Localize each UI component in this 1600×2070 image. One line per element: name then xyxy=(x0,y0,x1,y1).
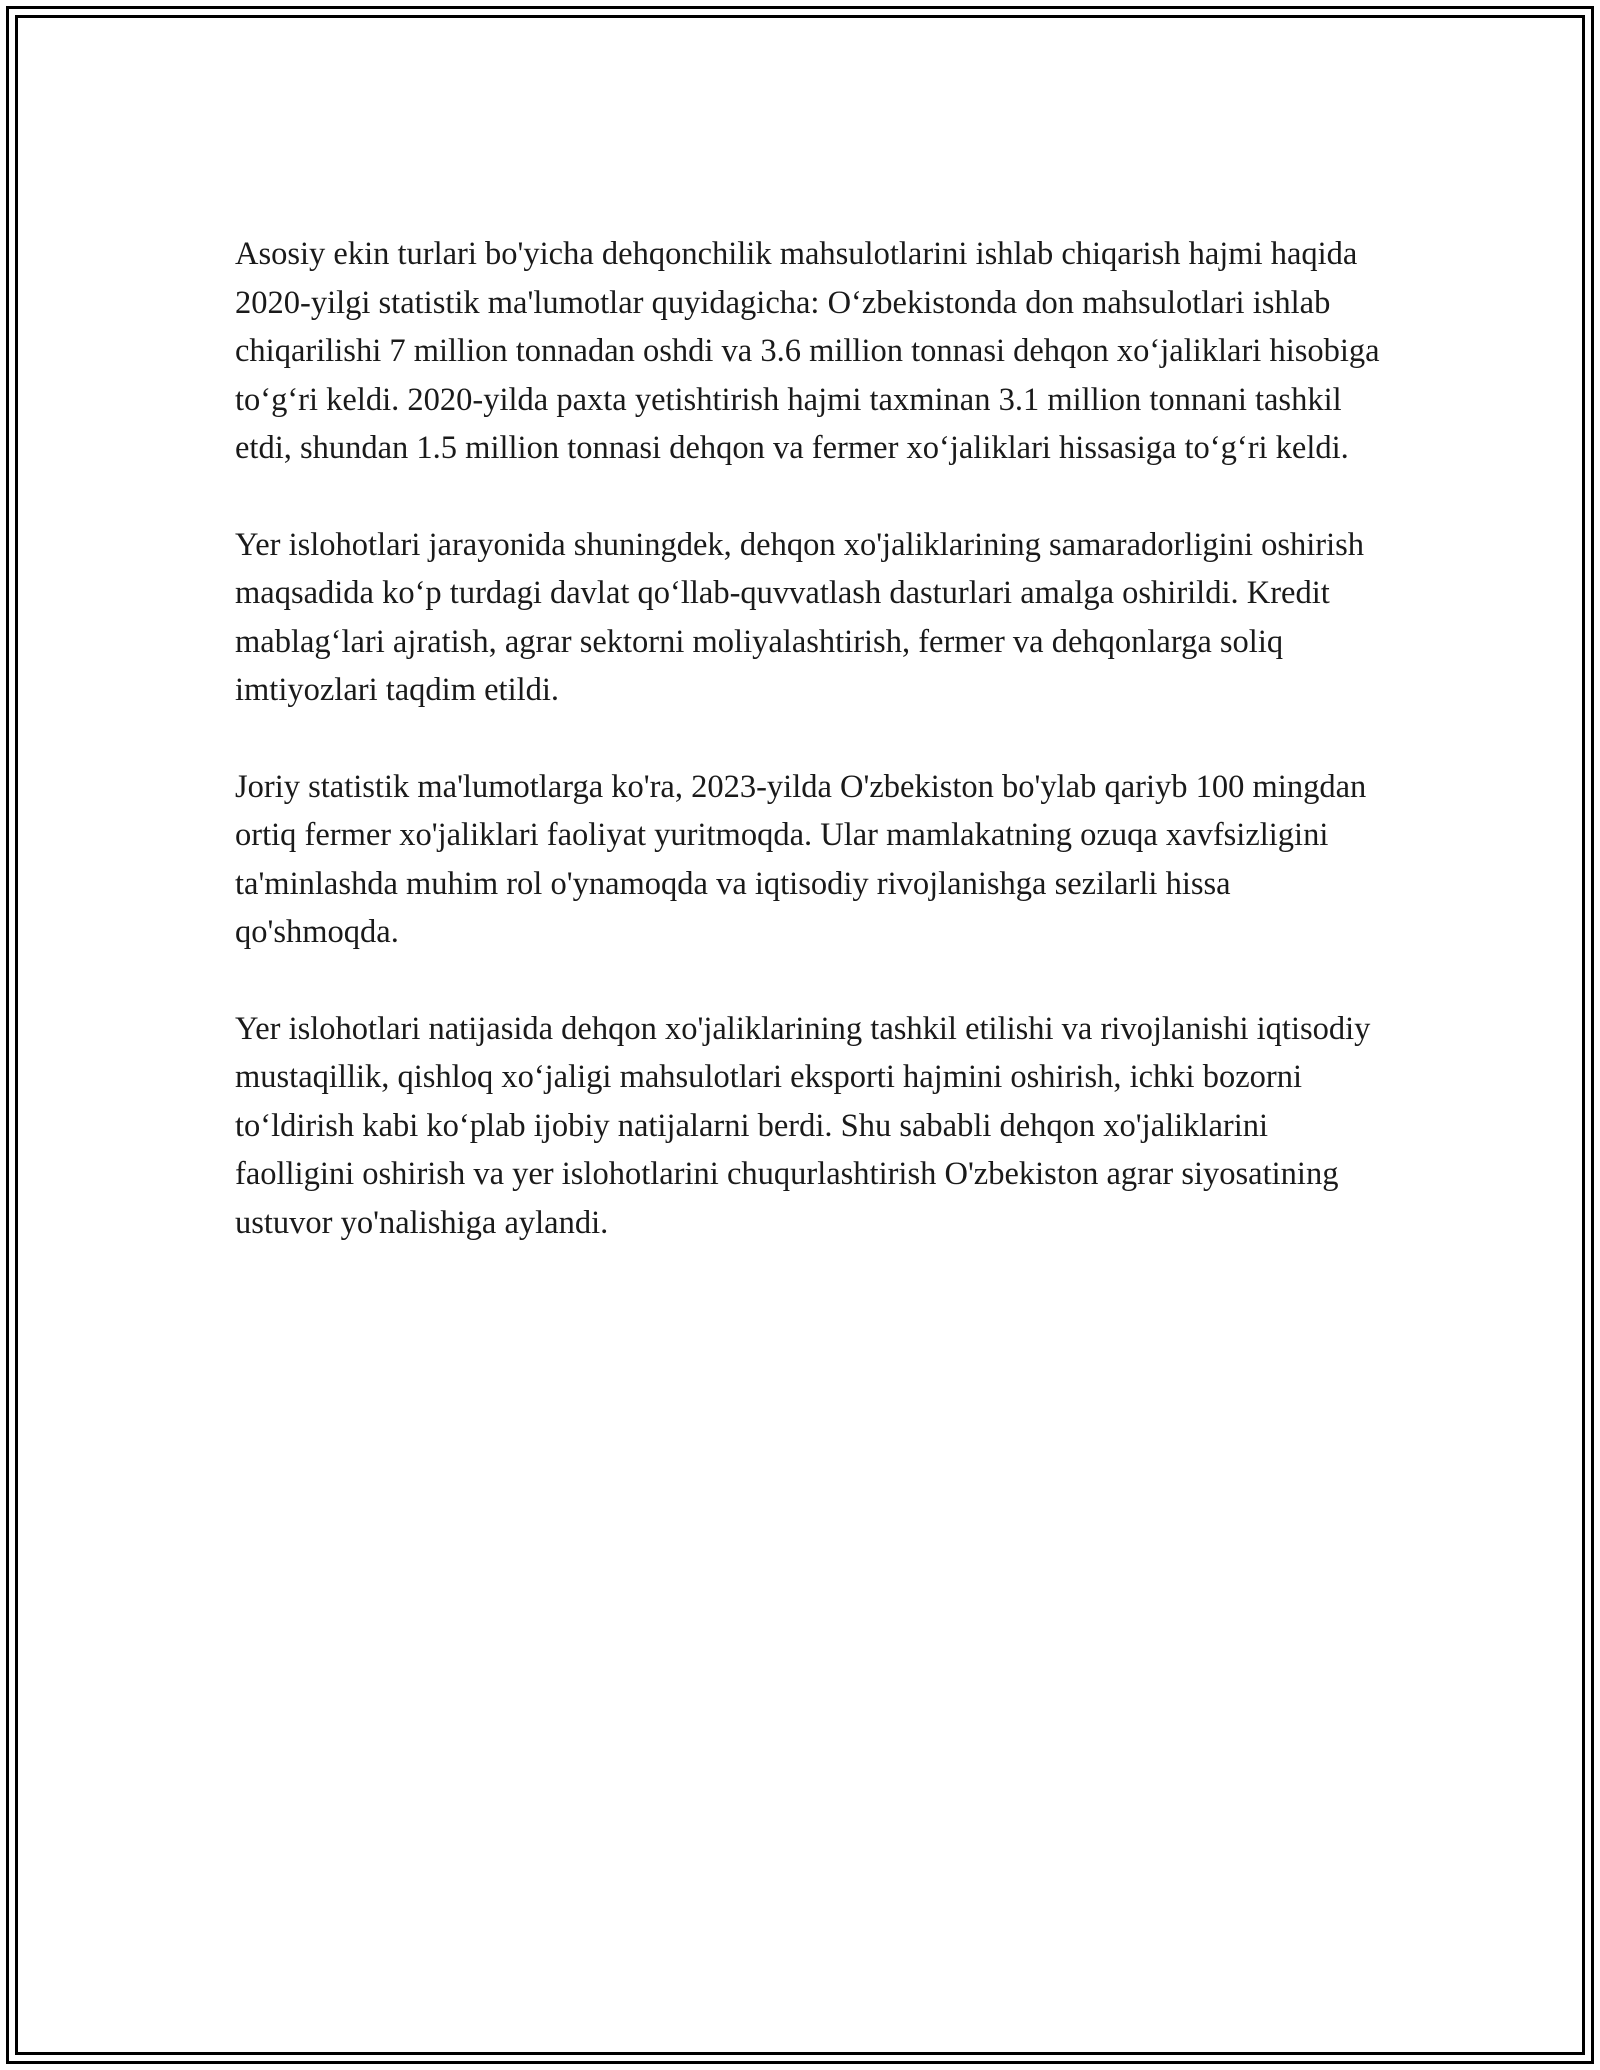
document-body xyxy=(235,230,1385,1295)
paragraph-grain-cotton-statistics: Asosiy ekin turlari bo'yicha dehqonchilik mahsulotlarini ishlab chiqarish hajmi haqida 2020-yilgi statistik ma'lumotlar quyidagicha: O‘zbekistonda don mahsulotlari ishlab chiqarilishi 7 million tonnadan oshdi va 3.6 million tonnasi dehqon xo‘jaliklari hisobiga to‘g‘ri keldi. 2020-yilda paxta yetishtirish hajmi taxminan 3.1 million tonnani tashkil etdi, shundan 1.5 million tonnasi dehqon va fermer xo‘jaliklari hissasiga to‘g‘ri keldi. xyxy=(235,236,1380,466)
paragraph-state-support-programs: Yer islohotlari jarayonida shuningdek, dehqon xo'jaliklarining samaradorligini oshirish maqsadida ko‘p turdagi davlat qo‘llab-quvvatlash dasturlari amalga oshirildi. Kredit mablag‘lari ajratish, agrar sektorni moliyalashtirish, fermer va dehqonlarga soliq imtiyozlari taqdim etildi. xyxy=(235,526,1365,708)
paragraph-reform-results: Yer islohotlari natijasida dehqon xo'jaliklarining tashkil etilishi va rivojlanishi iqtisodiy mustaqillik, qishloq xo‘jaligi mahsulotlari eksporti hajmini oshirish, ichki bozorni to‘ldirish kabi ko‘plab ijobiy natijalarni berdi. Shu sababli dehqon xo'jaliklarini faolligini oshirish va yer islohotlarini chuqurlashtirish O'zbekiston agrar siyosatining ustuvor yo'nalishiga aylandi. xyxy=(235,1010,1371,1241)
paragraph-farm-count-2023: Joriy statistik ma'lumotlarga ko'ra, 2023-yilda O'zbekiston bo'ylab qariyb 100 mingdan ortiq fermer xo'jaliklari faoliyat yuritmoqda. Ular mamlakatning ozuqa xavfsizligini ta'minlashda muhim rol o'ynamoqda va iqtisodiy rivojlanishga sezilarli hissa qo'shmoqda. xyxy=(235,768,1367,950)
